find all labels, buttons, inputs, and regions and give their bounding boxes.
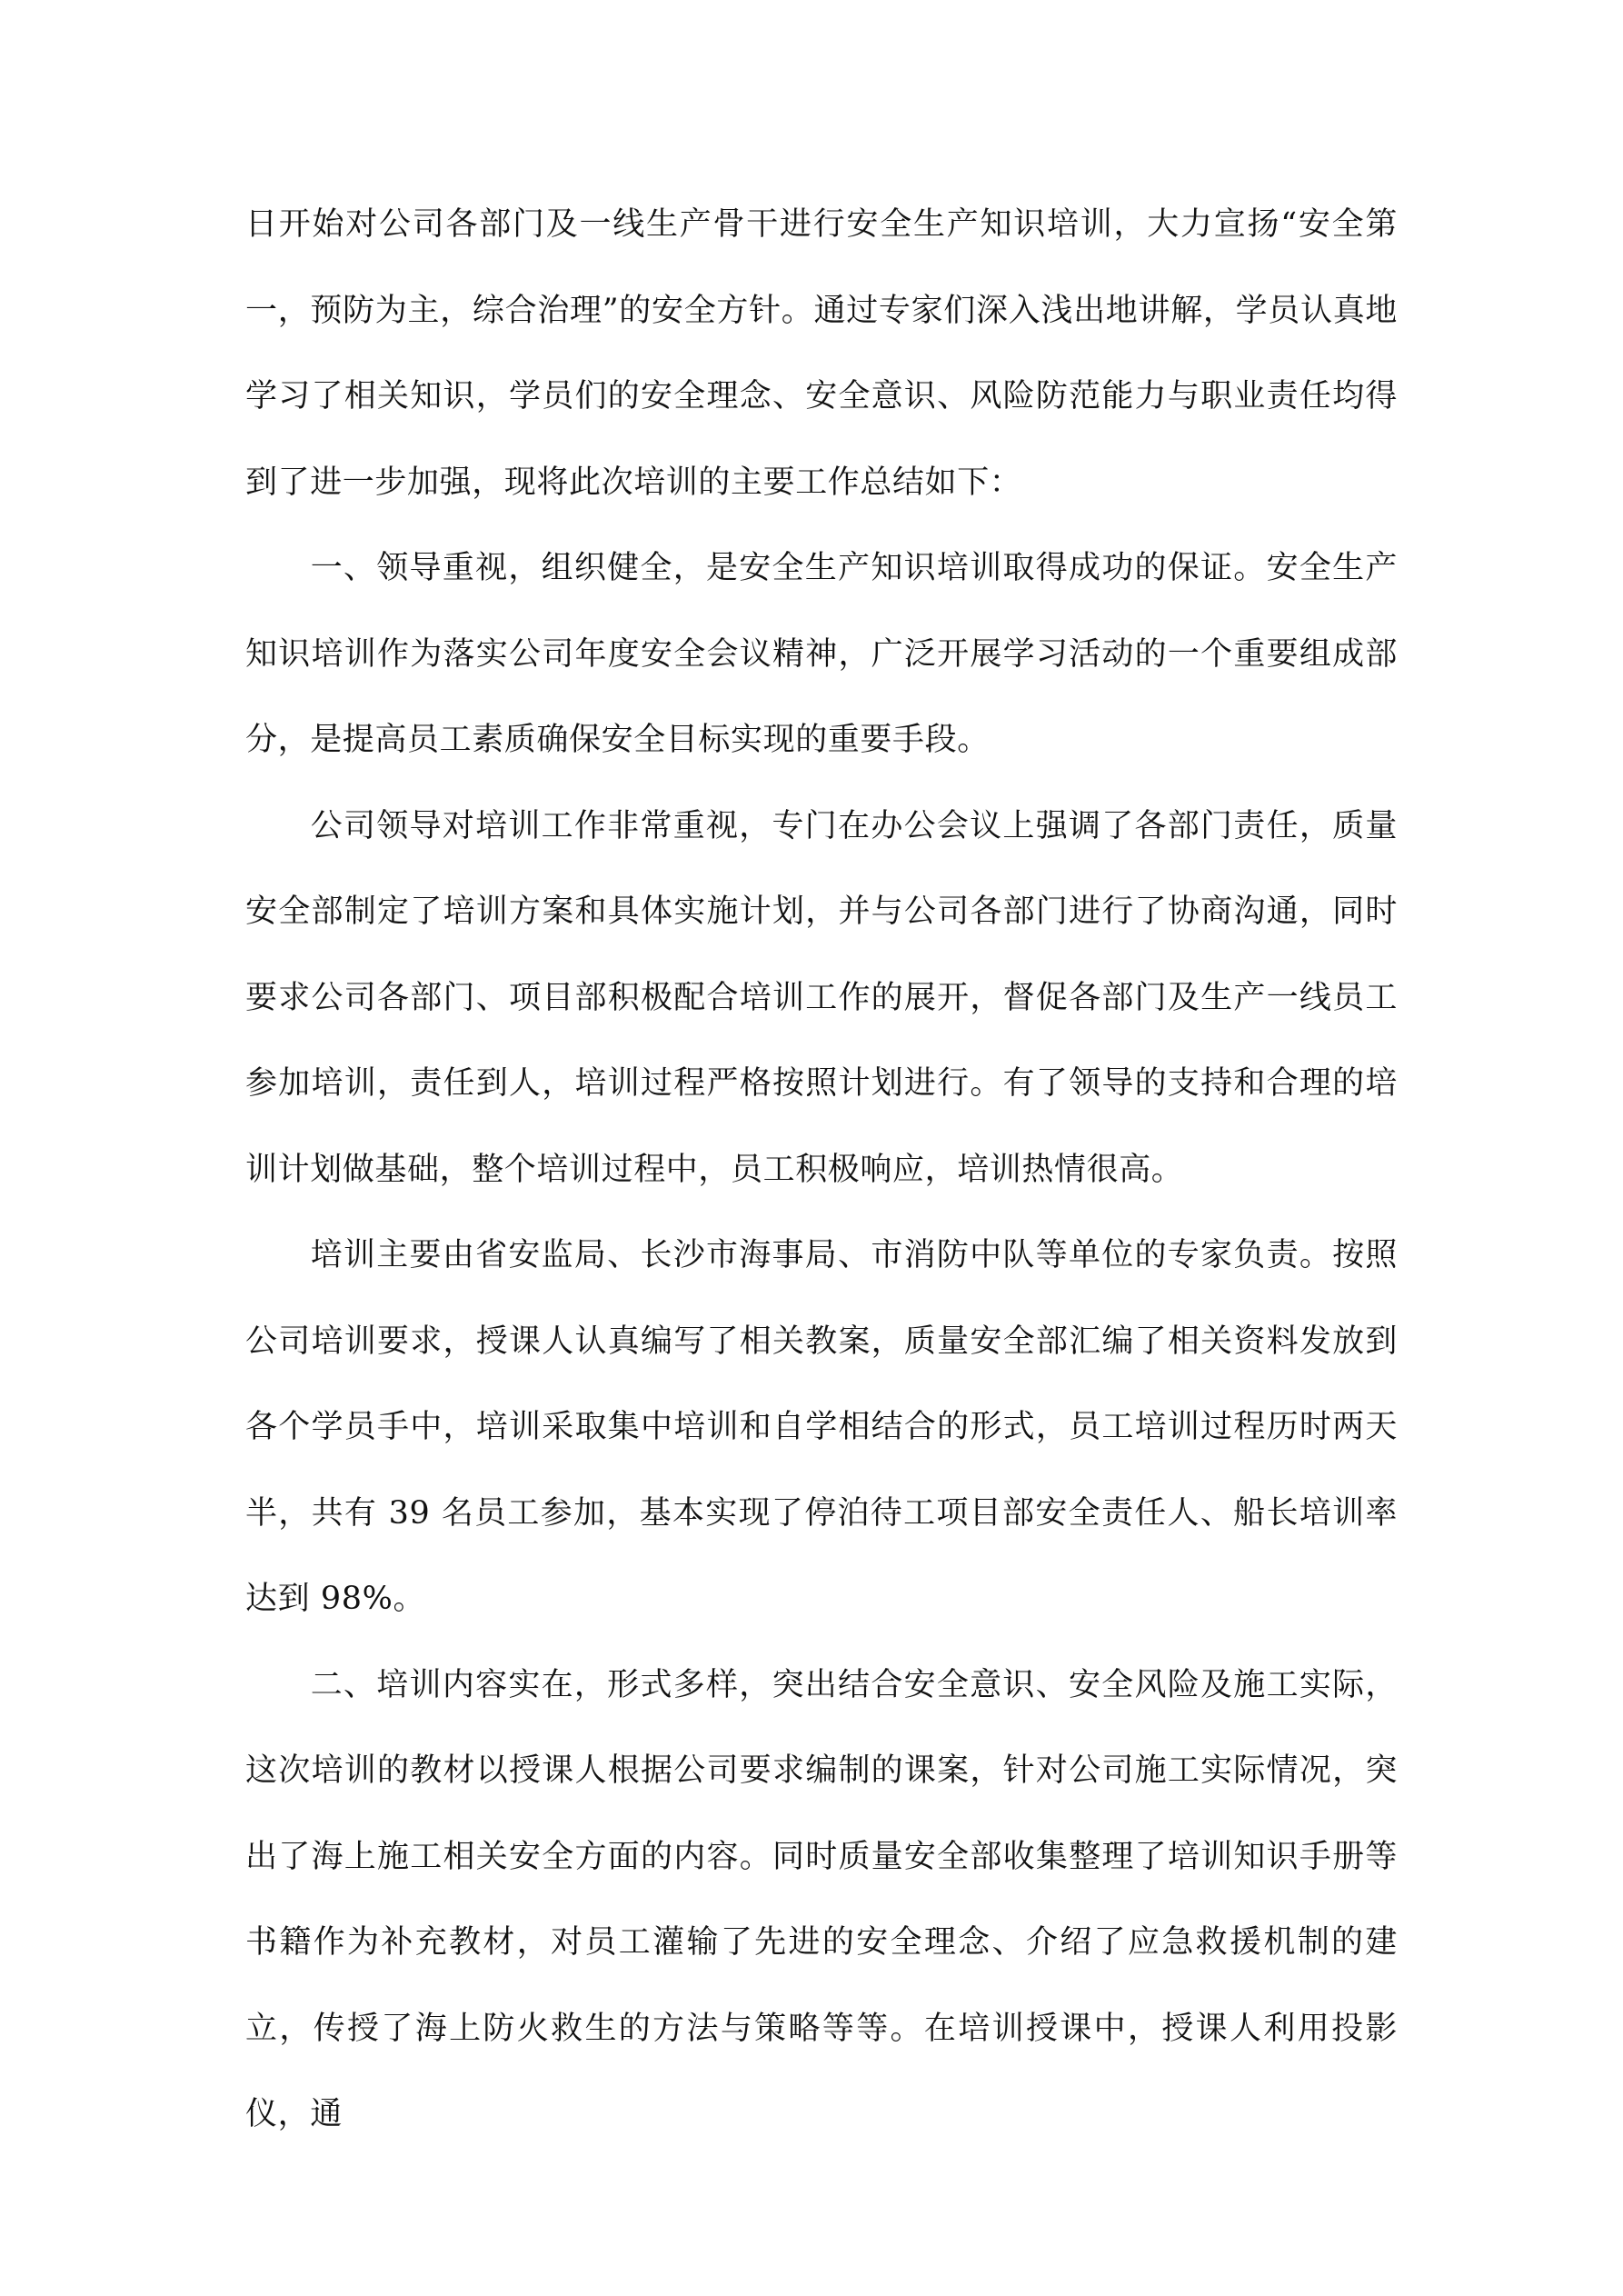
paragraph-section-one: 一、领导重视，组织健全，是安全生产知识培训取得成功的保证。安全生产知识培训作为落实公司年度安全会议精神，广泛开展学习活动的一个重要组成部分，是提高员工素质确保安全目标实现的重要手段。 <box>245 550 1398 758</box>
paragraph-intro: 日开始对公司各部门及一线生产骨干进行安全生产知识培训，大力宣扬“安全第一，预防为主，综合治理”的安全方针。通过专家们深入浅出地讲解，学员认真地学习了相关知识，学员们的安全理念、安全意识、风险防范能力与职业责任均得到了进一步加强，现将此次培训的主要工作总结如下： <box>245 206 1398 501</box>
document-body <box>245 182 1398 2158</box>
paragraph-leadership-support: 公司领导对培训工作非常重视，专门在办公会议上强调了各部门责任，质量安全部制定了培训方案和具体实施计划，并与公司各部门进行了协商沟通，同时要求公司各部门、项目部积极配合培训工作的展开，督促各部门及生产一线员工参加培训，责任到人，培训过程严格按照计划进行。有了领导的支持和合理的培训计划做基础，整个培训过程中，员工积极响应，培训热情很高。 <box>245 807 1398 1188</box>
paragraph-section-two: 二、培训内容实在，形式多样，突出结合安全意识、安全风险及施工实际，这次培训的教材以授课人根据公司要求编制的课案，针对公司施工实际情况，突出了海上施工相关安全方面的内容。同时质量安全部收集整理了培训知识手册等书籍作为补充教材，对员工灌输了先进的安全理念、介绍了应急救援机制的建立，传授了海上防火救生的方法与策略等等。在培训授课中，授课人利用投影仪，通 <box>245 1666 1398 2132</box>
paragraph-training-organization: 培训主要由省安监局、长沙市海事局、市消防中队等单位的专家负责。按照公司培训要求，授课人认真编写了相关教案，质量安全部汇编了相关资料发放到各个学员手中，培训采取集中培训和自学相结合的形式，员工培训过程历时两天半，共有 39 名员工参加，基本实现了停泊待工项目部安全责任人、船长培训率达到 98%。 <box>245 1237 1398 1617</box>
